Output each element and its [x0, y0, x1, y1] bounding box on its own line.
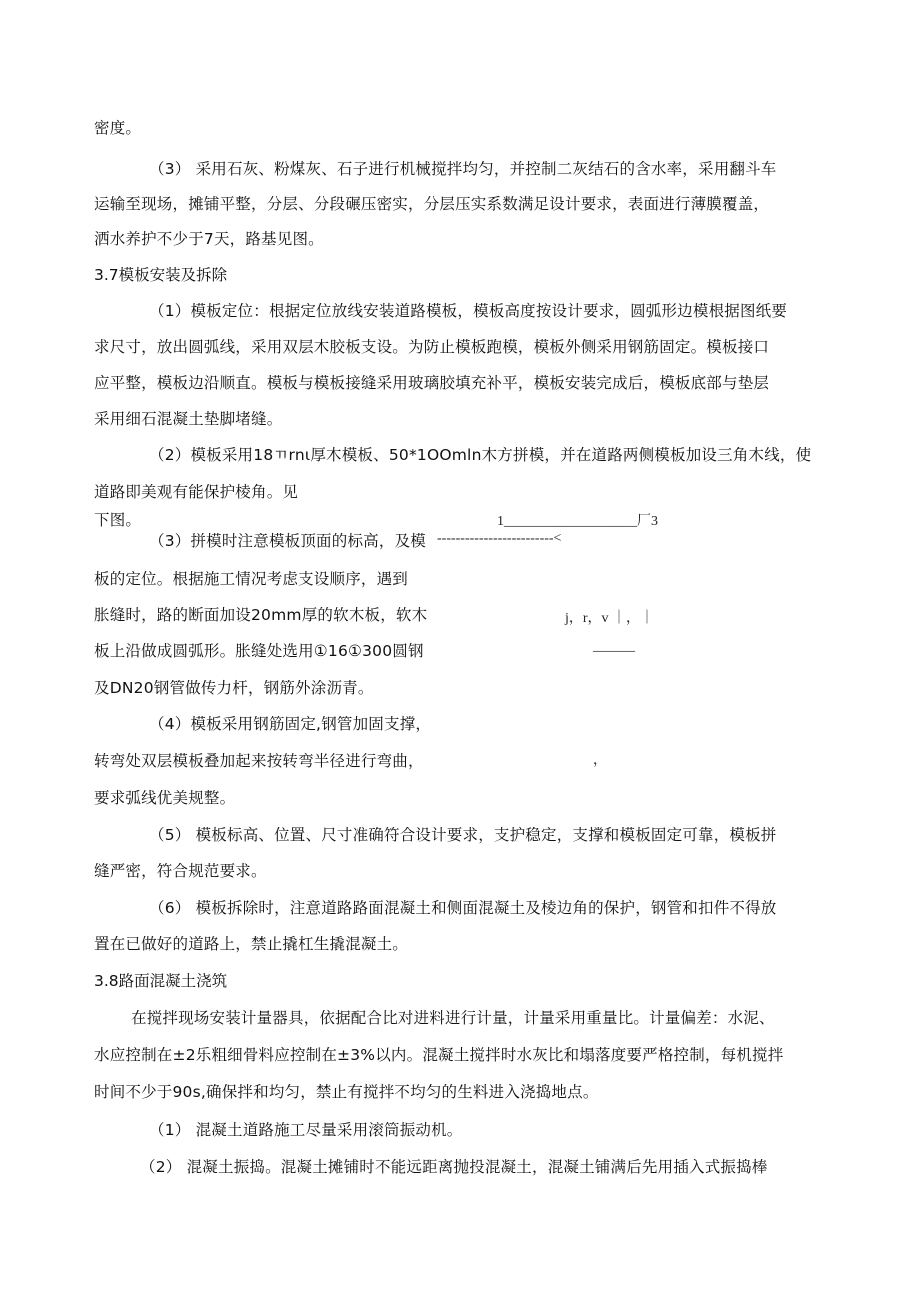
- paragraph-mix-line-2: 水应控制在±2乐粗细骨料应控制在±3%以内。混凝土搅拌时水灰比和塌落度要严格控制，每机搅拌: [94, 1046, 784, 1064]
- paragraph-mix-line-3: 时间不少于90s,确保拌和均匀，禁止有搅拌不均匀的生料进入浇捣地点。: [94, 1083, 599, 1101]
- paragraph-2-line-1: （2）模板采用18ㄲrnι厚木模板、50*1OOmln木方拼模，并在道路两侧模板加设三角木线，使: [149, 446, 812, 464]
- paragraph-4-line-3: 要求弧线优美规整。: [94, 789, 236, 807]
- paragraph-3b-line-4: 板上沿做成圆弧形。胀缝处选用①16①300圆钢: [94, 642, 424, 660]
- paragraph-3b-line-3: 胀缝时，路的断面加设20mm厚的软木板，软木: [94, 606, 428, 624]
- paragraph-4-line-2: 转弯处双层模板叠加起来按转弯半径进行弯曲，: [94, 752, 424, 770]
- paragraph-2-line-3: 下图。: [94, 511, 142, 529]
- section-heading-3-7: 3.7模板安装及拆除: [94, 266, 228, 284]
- paragraph-pour-1: （1） 混凝土道路施工尽量采用滚筒振动机。: [149, 1121, 463, 1139]
- paragraph-3-line-2: 运输至现场，摊铺平整，分层、分段碾压密实，分层压实系数满足设计要求，表面进行薄膜覆盖，: [94, 195, 770, 213]
- paragraph-2-line-2: 道路即美观有能保护棱角。见: [94, 483, 299, 501]
- paragraph-5-line-2: 缝严密，符合规范要求。: [94, 862, 267, 880]
- figure-artifact-top: 1___________________厂3: [497, 514, 658, 529]
- paragraph-3-line-1: （3） 采用石灰、粉煤灰、石子进行机械搅拌均匀，并控制二灰结石的含水率，采用翻斗车: [149, 160, 777, 178]
- paragraph-mix-line-1: 在搅拌现场安装计量器具，依据配合比对进料进行计量，计量采用重量比。计量偏差：水泥、: [131, 1009, 775, 1027]
- paragraph-6-line-2: 置在已做好的道路上，禁止撬杠生撬混凝土。: [94, 935, 409, 953]
- paragraph-3b-line-1: （3）拼模时注意模板顶面的标高，及模: [149, 532, 426, 550]
- paragraph-pour-2: （2） 混凝土振捣。混凝土摊铺时不能远距离抛投混凝土，混凝土铺满后先用插入式振捣棒: [140, 1158, 768, 1176]
- paragraph-1-line-2: 求尺寸，放出圆弧线，采用双层木胶板支设。为防止模板跑模，模板外侧采用钢筋固定。模板接口: [94, 338, 770, 356]
- figure-artifact-marks: j，r，v ｜，｜: [565, 611, 655, 626]
- paragraph-6-line-1: （6） 模板拆除时，注意道路路面混凝土和侧面混凝土及棱边角的保护，钢管和扣件不得放: [149, 899, 777, 917]
- paragraph-1-line-4: 采用细石混凝土垫脚堵缝。: [94, 410, 283, 428]
- paragraph-3-line-3: 洒水养护不少于7天，路基见图。: [94, 230, 324, 248]
- paragraph-3b-line-2: 板的定位。根据施工情况考虑支设顺序，遇到: [94, 570, 409, 588]
- figure-artifact-underline: ______: [593, 639, 635, 654]
- paragraph-1-line-3: 应平整，模板边沿顺直。模板与模板接缝采用玻璃胶填充补平，模板安装完成后，模板底部与垫层: [94, 374, 770, 392]
- paragraph-5-line-1: （5） 模板标高、位置、尺寸准确符合设计要求，支护稳定，支撑和模板固定可靠，模板拼: [149, 826, 777, 844]
- figure-artifact-dashes: -------------------------<: [437, 531, 562, 546]
- paragraph-4-line-1: （4）模板采用钢筋固定,钢管加固支撑，: [149, 715, 432, 733]
- paragraph-1-line-1: （1）模板定位：根据定位放线安装道路模板，模板高度按设计要求，圆弧形边模根据图纸要: [149, 302, 788, 320]
- figure-artifact-comma: ，: [593, 753, 607, 768]
- paragraph-3b-line-5: 及DN20钢管做传力杆，钢筋外涂沥青。: [94, 679, 374, 697]
- text-line: 密度。: [94, 119, 142, 137]
- section-heading-3-8: 3.8路面混凝土浇筑: [94, 972, 228, 990]
